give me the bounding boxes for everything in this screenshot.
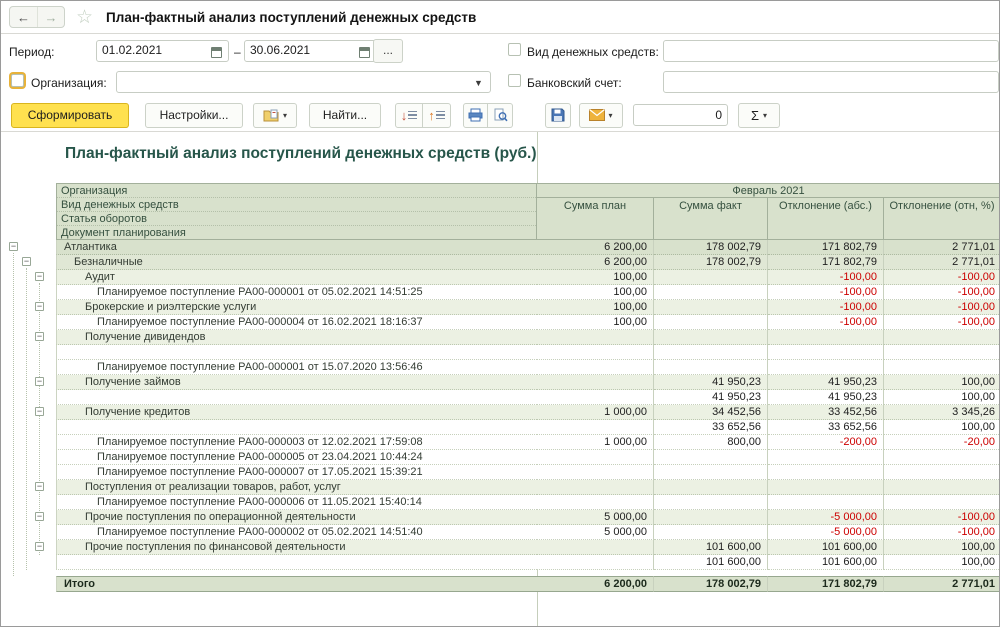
table-row [1,300,1000,315]
row-label: Планируемое поступление РА00-000002 от 05.02.2021 14:51:40 [56,525,537,540]
report-title: План-фактный анализ поступлений денежных средств (руб.) [65,145,537,162]
cell-value [654,315,768,330]
row-label: Безналичные [56,255,537,270]
cell-value [537,495,654,510]
row-label: Прочие поступления по финансовой деятельности [56,540,537,555]
cell-value: 5 000,00 [537,525,654,540]
collapse-toggle-icon[interactable]: − [36,376,43,386]
table-row [1,255,1000,270]
row-label [56,390,537,405]
tree-cell [1,450,56,465]
tree-cell [1,405,56,420]
nav-buttons [9,6,65,28]
settings-button[interactable]: Настройки... [145,103,243,128]
cell-value: 178 002,79 [654,240,768,255]
cell-value: 100,00 [537,270,654,285]
cell-value: 41 950,23 [768,390,884,405]
cell-value: -100,00 [884,510,1000,525]
header-planning-doc: Документ планирования [61,227,186,239]
rows-container [1,240,1000,570]
report-body [1,240,1000,592]
cell-value: 101 600,00 [654,540,768,555]
generate-button[interactable]: Сформировать [11,103,129,128]
total-plan: 6 200,00 [537,576,654,592]
cell-value: 41 950,23 [768,375,884,390]
table-row [1,525,1000,540]
row-label: Планируемое поступление РА00-000006 от 11.05.2021 15:40:14 [56,495,537,510]
cell-value [884,450,1000,465]
tree-cell [1,255,56,270]
tree-cell [1,480,56,495]
envelope-icon [589,109,605,121]
cell-value: 2 771,01 [884,240,1000,255]
report-toolbar [1,99,999,132]
print-icon[interactable] [463,103,488,128]
tree-cell [1,330,56,345]
table-row [1,495,1000,510]
cell-value: 6 200,00 [537,255,654,270]
cell-value [884,330,1000,345]
tree-cell [1,495,56,510]
table-row [1,465,1000,480]
cell-value: 5 000,00 [537,510,654,525]
total-row [1,576,1000,592]
cell-value [884,480,1000,495]
total-rel: 2 771,01 [884,576,1000,592]
cell-value [654,480,768,495]
cell-value [537,480,654,495]
row-label: Брокерские и риэлтерские услуги [56,300,537,315]
cell-value: 33 452,56 [768,405,884,420]
collapse-toggle-icon[interactable]: − [36,481,43,491]
row-label [56,345,537,360]
cell-value [884,345,1000,360]
date-to-value: 30.06.2021 [250,43,311,57]
collapse-toggle-icon[interactable]: − [10,241,17,251]
table-row [1,270,1000,285]
row-label: Планируемое поступление РА00-000001 от 05.02.2021 14:51:25 [56,285,537,300]
period-label: Период: [9,45,55,59]
tree-cell [1,525,56,540]
tree-cell [1,576,56,592]
cell-value: -100,00 [884,270,1000,285]
organization-combo[interactable] [116,71,491,93]
row-label: Планируемое поступление РА00-000005 от 23.04.2021 10:44:24 [56,450,537,465]
save-icon[interactable] [545,103,571,128]
table-row [1,435,1000,450]
cash-type-checkbox[interactable] [508,43,521,56]
cell-value: 41 950,23 [654,375,768,390]
cell-value: -100,00 [884,300,1000,315]
cell-value: 34 452,56 [654,405,768,420]
cell-value: -5 000,00 [768,525,884,540]
cell-value [654,450,768,465]
table-row [1,405,1000,420]
cell-value [768,330,884,345]
mail-button[interactable] [579,103,623,128]
tree-cell [1,285,56,300]
table-row [1,510,1000,525]
table-row [1,555,1000,570]
cell-value [537,360,654,375]
total-fact: 178 002,79 [654,576,768,592]
calendar-icon[interactable] [208,44,225,60]
cell-value: 33 652,56 [768,420,884,435]
cell-value: 6 200,00 [537,240,654,255]
sum-button[interactable] [738,103,780,128]
column-header-rel: Отклонение (отн, %) [889,200,995,212]
cell-value: 41 950,23 [654,390,768,405]
cell-value: 100,00 [884,420,1000,435]
cell-value: 100,00 [884,540,1000,555]
cell-value: 33 652,56 [654,420,768,435]
cell-value [537,540,654,555]
cell-value [768,345,884,360]
cell-value [654,465,768,480]
column-header-fact: Сумма факт [654,198,768,240]
header-period-group [537,183,1000,240]
table-header [56,183,1000,240]
cell-value [768,450,884,465]
table-row [1,540,1000,555]
bank-account-field[interactable] [663,71,999,93]
cell-value: -100,00 [768,285,884,300]
cell-value [654,330,768,345]
cell-value [654,300,768,315]
tree-cell [1,435,56,450]
cell-value: 178 002,79 [654,255,768,270]
row-label: Получение займов [56,375,537,390]
back-icon[interactable]: ← [17,9,30,25]
chevron-down-icon[interactable]: ▼ [474,78,483,88]
cell-value [537,555,654,570]
column-header-plan: Сумма план [537,198,654,240]
collapse-toggle-icon[interactable]: − [36,511,43,521]
cell-value: 3 345,26 [884,405,1000,420]
cell-value: 2 771,01 [884,255,1000,270]
cell-value: -100,00 [884,315,1000,330]
cell-value [537,465,654,480]
cash-type-field[interactable] [663,40,999,62]
cash-type-label: Вид денежных средств: [527,45,659,59]
header-cash-type: Вид денежных средств [57,198,536,212]
row-label: Аудит [56,270,537,285]
find-button[interactable]: Найти... [309,103,381,128]
tree-cell [1,465,56,480]
total-label: Итого [56,576,537,592]
print-buttons [463,103,513,128]
cell-value: 800,00 [654,435,768,450]
collapse-toggle-icon[interactable]: − [23,256,30,266]
cell-value [654,345,768,360]
tree-cell [1,345,56,360]
cell-value: 100,00 [884,555,1000,570]
table-row [1,345,1000,360]
print-preview-icon[interactable] [488,103,513,128]
cell-value [654,495,768,510]
header-row-labels [56,183,537,240]
page-title: План-фактный анализ поступлений денежных средств [106,9,477,25]
cell-value: 1 000,00 [537,435,654,450]
cell-value: -100,00 [884,285,1000,300]
collapse-toggle-icon[interactable]: − [36,406,43,416]
tree-cell [1,315,56,330]
grouping-buttons [395,103,451,128]
collapse-toggle-icon[interactable]: − [36,271,43,281]
cell-value: 100,00 [537,315,654,330]
organization-checkbox[interactable] [11,74,24,87]
row-label: Получение кредитов [56,405,537,420]
cell-value [654,510,768,525]
header-period: Февраль 2021 [537,184,1000,198]
cell-value: 101 600,00 [654,555,768,570]
date-from-field[interactable] [96,40,229,62]
cell-value: -100,00 [768,300,884,315]
chevron-down-icon: ▾ [608,110,613,120]
tree-cell [1,540,56,555]
table-row [1,390,1000,405]
expand-groups-icon[interactable]: ↓ [395,103,423,128]
table-row [1,330,1000,345]
chevron-down-icon: ▾ [282,110,287,120]
collapse-groups-icon[interactable]: ↑ [423,103,451,128]
cell-value [537,420,654,435]
row-label: Поступления от реализации товаров, работ, услуг [56,480,537,495]
tree-cell [1,375,56,390]
cell-value [654,525,768,540]
favorite-star-icon[interactable]: ☆ [76,6,94,28]
report-variants-button[interactable] [253,103,297,128]
row-label [56,555,537,570]
cell-value: -100,00 [884,525,1000,540]
counter-field[interactable] [633,104,728,126]
cell-value [884,465,1000,480]
period-dash: – [234,45,241,59]
cell-value [537,450,654,465]
cell-value [768,465,884,480]
cell-value: -20,00 [884,435,1000,450]
tree-cell [1,300,56,315]
collapse-toggle-icon[interactable]: − [36,331,43,341]
cell-value [537,330,654,345]
row-label: Планируемое поступление РА00-000007 от 17.05.2021 15:39:21 [56,465,537,480]
header-columns [537,198,1000,240]
collapse-toggle-icon[interactable]: − [36,301,43,311]
row-label: Планируемое поступление РА00-000003 от 12.02.2021 17:59:08 [56,435,537,450]
row-label: Планируемое поступление РА00-000001 от 15.07.2020 13:56:46 [56,360,537,375]
cell-value [537,390,654,405]
cell-value: 100,00 [537,285,654,300]
cell-value [654,360,768,375]
title-bar [1,1,999,34]
sigma-icon: Σ [750,107,760,123]
table-row [1,240,1000,255]
row-label: Атлантика [56,240,537,255]
table-row [1,285,1000,300]
tree-cell [1,420,56,435]
table-row [1,480,1000,495]
cell-value [768,480,884,495]
cell-value [768,360,884,375]
cell-value [768,495,884,510]
tree-cell [1,360,56,375]
tree-cell [1,240,56,255]
chevron-down-icon: ▾ [763,110,768,120]
table-row [1,375,1000,390]
date-to-field[interactable] [244,40,377,62]
date-from-value: 01.02.2021 [102,43,163,57]
table-row [1,360,1000,375]
row-label: Планируемое поступление РА00-000004 от 16.02.2021 18:16:37 [56,315,537,330]
column-header-abs: Отклонение (абс.) [768,198,884,240]
cell-value: 100,00 [884,390,1000,405]
header-organization: Организация [57,184,536,198]
total-abs: 171 802,79 [768,576,884,592]
bank-account-label: Банковский счет: [527,76,622,90]
period-more-button[interactable]: ... [373,39,403,63]
row-label: Прочие поступления по операционной деятельности [56,510,537,525]
cell-value [884,360,1000,375]
cell-value [537,375,654,390]
cell-value: 100,00 [537,300,654,315]
cell-value: 101 600,00 [768,555,884,570]
cell-value: 171 802,79 [768,240,884,255]
calendar-icon[interactable] [356,44,373,60]
cell-value: 100,00 [884,375,1000,390]
cell-value: -5 000,00 [768,510,884,525]
cell-value: -100,00 [768,270,884,285]
tree-cell [1,555,56,570]
cell-value: 171 802,79 [768,255,884,270]
collapse-toggle-icon[interactable]: − [36,541,43,551]
cell-value [654,285,768,300]
cell-value: -100,00 [768,315,884,330]
table-row [1,315,1000,330]
tree-cell [1,270,56,285]
tree-cell [1,390,56,405]
filter-panel [1,35,999,99]
organization-label: Организация: [31,76,107,90]
tree-cell [1,510,56,525]
cell-value: 101 600,00 [768,540,884,555]
cell-value [884,495,1000,510]
report-area [1,132,1000,627]
forward-icon[interactable]: → [37,7,64,27]
cell-value: -200,00 [768,435,884,450]
row-label: Получение дивидендов [56,330,537,345]
table-row [1,450,1000,465]
cell-value [537,345,654,360]
table-row [1,420,1000,435]
bank-account-checkbox[interactable] [508,74,521,87]
cell-value: 1 000,00 [537,405,654,420]
folder-report-icon [263,108,279,122]
cell-value [654,270,768,285]
row-label [56,420,537,435]
header-flow-item: Статья оборотов [57,212,536,226]
